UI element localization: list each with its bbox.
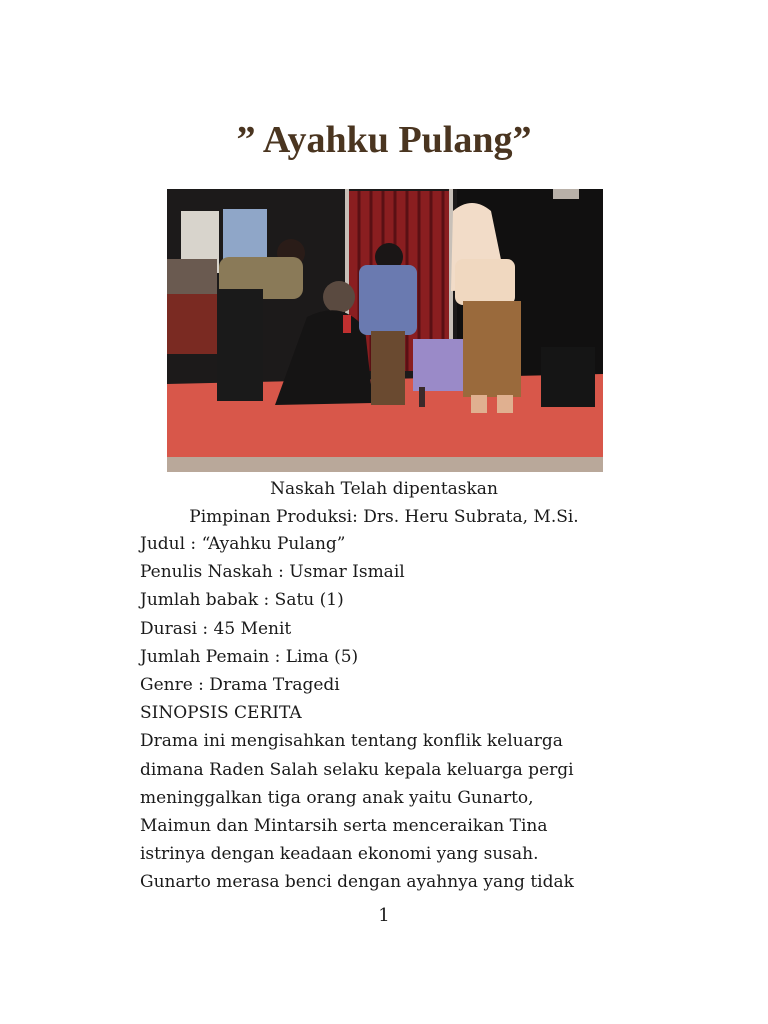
synopsis-line: Maimun dan Mintarsih serta menceraikan Tina — [140, 816, 548, 837]
synopsis-line: meninggalkan tiga orang anak yaitu Gunarto, — [140, 787, 534, 808]
caption-line-staged: Naskah Telah dipentaskan — [270, 479, 498, 499]
page-number: 1 — [378, 905, 390, 926]
info-duration: Durasi : 45 Menit — [140, 618, 292, 639]
caption-line-producer: Pimpinan Produksi: Drs. Heru Subrata, M.Si. — [189, 507, 579, 527]
info-writer: Penulis Naskah : Usmar Ismail — [140, 562, 405, 583]
synopsis-heading: SINOPSIS CERITA — [140, 703, 302, 724]
page-title: ” Ayahku Pulang” — [236, 119, 532, 161]
synopsis-line: istrinya dengan keadaan ekonomi yang susah. — [140, 844, 539, 865]
synopsis-line: Drama ini mengisahkan tentang konflik keluarga — [140, 731, 563, 752]
document-body — [140, 530, 640, 897]
synopsis-line: Gunarto merasa benci dengan ayahnya yang tidak — [140, 872, 574, 893]
synopsis-line: dimana Raden Salah selaku kepala keluarga pergi — [140, 759, 574, 780]
stage-photo — [167, 189, 603, 472]
info-title: Judul : “Ayahku Pulang” — [140, 534, 346, 554]
info-cast: Jumlah Pemain : Lima (5) — [140, 646, 359, 667]
info-acts: Jumlah babak : Satu (1) — [140, 590, 344, 611]
info-genre: Genre : Drama Tragedi — [140, 675, 340, 696]
